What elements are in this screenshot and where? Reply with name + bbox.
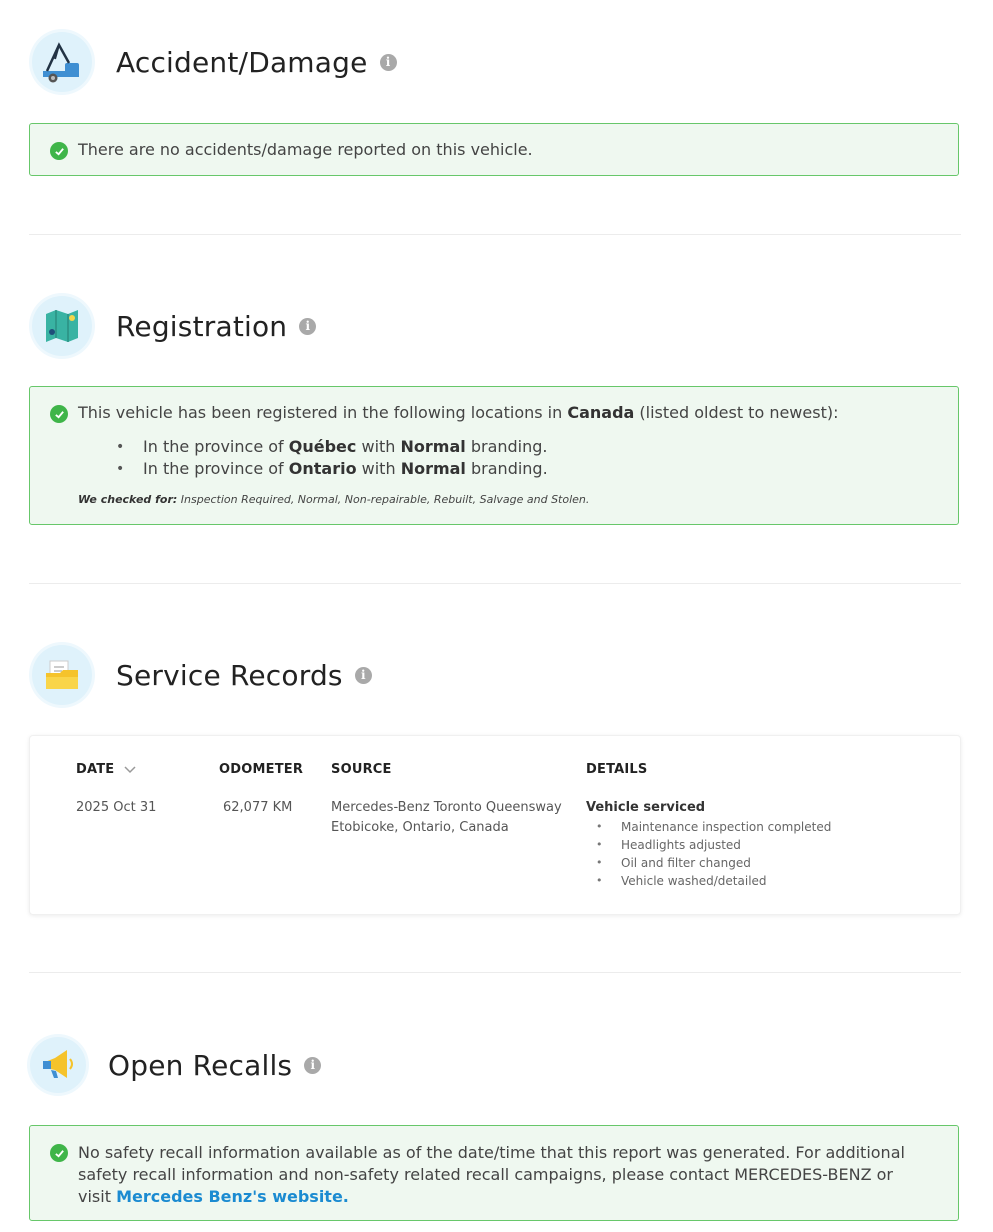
list-item: • In the province of Ontario with Normal branding. — [108, 458, 548, 480]
accident-title: Accident/Damage — [116, 45, 368, 79]
check-circle-icon — [50, 405, 68, 423]
registration-alert — [29, 386, 959, 525]
tow-truck-icon — [32, 32, 92, 92]
recalls-info-icon[interactable]: i — [304, 1057, 321, 1074]
registration-list — [108, 436, 548, 480]
record-odometer: 62,077 KM — [223, 800, 293, 815]
service-section-header — [32, 643, 372, 707]
accident-info-icon[interactable]: i — [380, 54, 397, 71]
section-divider — [29, 234, 961, 235]
section-divider — [29, 972, 961, 973]
record-source: Mercedes-Benz Toronto Queensway Etobicoke, Ontario, Canada — [331, 800, 562, 835]
check-circle-icon — [50, 1144, 68, 1162]
recalls-title: Open Recalls — [108, 1048, 293, 1082]
check-circle-icon — [50, 142, 68, 160]
chevron-down-icon — [124, 766, 136, 774]
registration-intro: This vehicle has been registered in the following locations in Canada (listed oldest to newest): — [78, 403, 839, 422]
registration-section-header — [32, 294, 316, 358]
column-header-date[interactable]: DATE — [76, 762, 136, 777]
registration-checked-note: We checked for: Inspection Required, Normal, Non-repairable, Rebuilt, Salvage and Stolen. — [78, 493, 590, 506]
recalls-section-header — [30, 1033, 321, 1097]
column-header-details: DETAILS — [586, 762, 648, 777]
registration-country: Canada — [567, 403, 635, 422]
details-list — [586, 818, 946, 890]
record-date: 2025 Oct 31 — [76, 800, 157, 815]
map-icon — [32, 296, 92, 356]
megaphone-icon — [30, 1037, 86, 1093]
accident-section-header — [32, 30, 397, 94]
list-item: • Headlights adjusted — [586, 836, 946, 854]
list-item: • In the province of Québec with Normal branding. — [108, 436, 548, 458]
details-title: Vehicle serviced — [586, 800, 706, 815]
list-item: • Oil and filter changed — [586, 854, 946, 872]
record-details — [586, 798, 946, 890]
list-item: • Vehicle washed/detailed — [586, 872, 946, 890]
service-records-table — [29, 735, 961, 915]
service-info-icon[interactable]: i — [355, 667, 372, 684]
registration-title: Registration — [116, 309, 288, 343]
section-divider — [29, 583, 961, 584]
accident-alert — [29, 123, 959, 176]
recalls-alert — [29, 1125, 959, 1221]
column-header-odometer: ODOMETER — [219, 762, 304, 777]
accident-message: There are no accidents/damage reported on this vehicle. — [78, 140, 533, 159]
list-item: • Maintenance inspection completed — [586, 818, 946, 836]
registration-info-icon[interactable]: i — [299, 318, 316, 335]
mercedes-website-link[interactable]: Mercedes Benz's website. — [116, 1187, 349, 1206]
folder-icon — [32, 645, 92, 705]
service-title: Service Records — [116, 658, 343, 692]
column-header-source: SOURCE — [331, 762, 392, 777]
recalls-message: No safety recall information available as of the date/time that this report was generated. For additional safety recall information and non-safety related recall campaigns, please contact MERCEDES-BENZ or visit Mercedes Benz's website. — [78, 1143, 905, 1206]
